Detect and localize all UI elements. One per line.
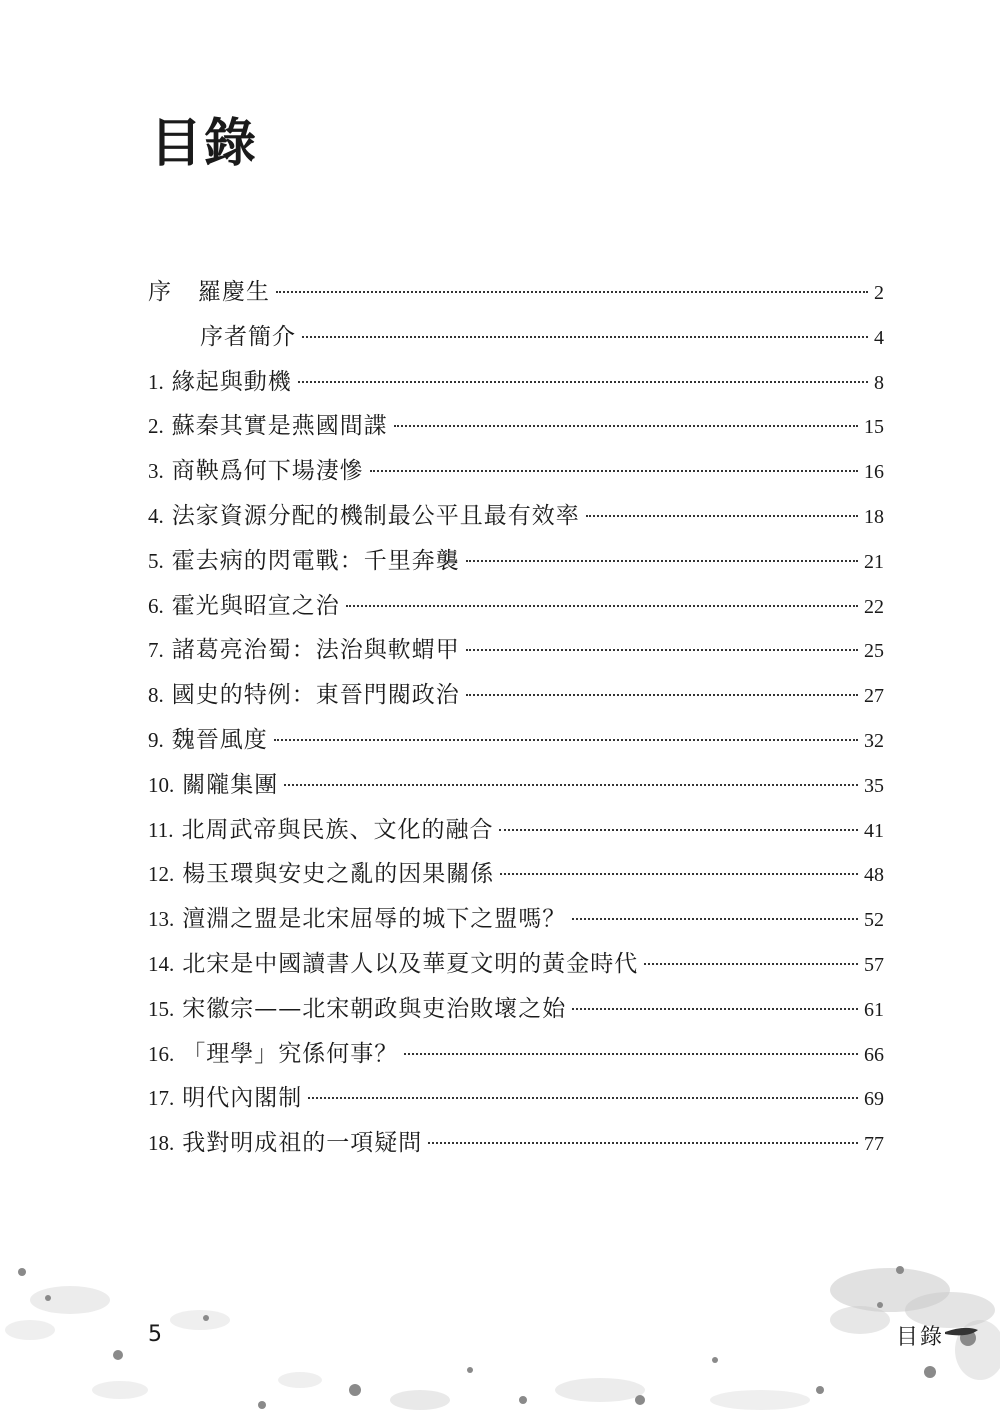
dot-leader <box>370 470 858 472</box>
footer-page-number: 5 <box>148 1322 162 1347</box>
toc-entry[interactable] <box>148 987 884 1032</box>
toc-entry-title: 魏晉風度 <box>171 726 268 753</box>
toc-page-number: 61 <box>864 998 884 1021</box>
preface-intro-label: 序者簡介 <box>200 323 296 350</box>
toc-page-number: 69 <box>864 1088 884 1111</box>
dot-leader <box>572 1008 858 1010</box>
toc-entry[interactable] <box>148 1121 884 1166</box>
dot-leader <box>466 649 858 651</box>
toc-page-number: 41 <box>864 819 884 842</box>
toc-entry-title: 蘇秦其實是燕國間諜 <box>171 413 388 440</box>
toc-page-number: 21 <box>864 550 884 573</box>
dot-leader <box>298 381 868 383</box>
toc-entry[interactable] <box>148 360 884 405</box>
toc-entry[interactable] <box>148 673 884 718</box>
toc-entry-number: 9. <box>148 727 164 752</box>
toc-entry-title: 霍去病的閃電戰：千里奔襲 <box>171 547 460 574</box>
toc-entry-title: 關隴集團 <box>182 771 279 798</box>
toc-page-number: 57 <box>864 953 884 976</box>
dot-leader <box>302 336 868 338</box>
toc-entry-number: 15. <box>148 996 175 1021</box>
table-of-contents <box>148 270 884 1166</box>
toc-entry-title: 楊玉環與安史之亂的因果關係 <box>182 861 495 888</box>
toc-entry[interactable] <box>148 1076 884 1121</box>
toc-page-number: 35 <box>864 774 884 797</box>
toc-page-number: 15 <box>864 416 884 439</box>
toc-page-number: 48 <box>864 864 884 887</box>
toc-entry[interactable] <box>148 404 884 449</box>
toc-entry-number: 10. <box>148 772 175 797</box>
dot-leader <box>404 1053 858 1055</box>
dot-leader <box>644 963 858 965</box>
toc-entry[interactable] <box>148 808 884 853</box>
toc-entry-number: 3. <box>148 459 164 484</box>
toc-entry-number: 4. <box>148 503 164 528</box>
dot-leader <box>394 425 858 427</box>
toc-page-number: 25 <box>864 640 884 663</box>
preface-author: 羅慶生 <box>198 279 270 305</box>
toc-entry-number: 16. <box>148 1041 175 1066</box>
toc-entry-number: 8. <box>148 683 164 708</box>
toc-page-number: 8 <box>874 371 884 394</box>
toc-entry-number: 18. <box>148 1131 175 1156</box>
toc-entry-number: 7. <box>148 638 164 663</box>
toc-entry[interactable] <box>148 1032 884 1077</box>
toc-entry[interactable] <box>148 494 884 539</box>
toc-entry-title: 北周武帝與民族、文化的融合 <box>181 816 494 843</box>
toc-entry-number: 13. <box>148 907 175 932</box>
toc-entry[interactable] <box>148 763 884 808</box>
toc-entry[interactable] <box>148 539 884 584</box>
toc-entry-preface[interactable] <box>148 270 884 315</box>
toc-entry[interactable] <box>148 584 884 629</box>
toc-entry[interactable] <box>148 628 884 673</box>
preface-label: 序 <box>148 279 172 305</box>
toc-page-number: 52 <box>864 909 884 932</box>
footer-running-title: 目錄 <box>896 1325 945 1350</box>
toc-entry-title: 國史的特例：東晉門閥政治 <box>171 682 460 709</box>
dot-leader <box>284 784 858 786</box>
toc-entry-title: 北宋是中國讀書人以及華夏文明的黃金時代 <box>182 950 639 977</box>
toc-entry-title: 宋徽宗——北宋朝政與吏治敗壞之始 <box>182 995 567 1022</box>
toc-entry-preface-intro[interactable] <box>148 315 884 360</box>
dot-leader <box>499 829 858 831</box>
toc-entry-number: 12. <box>148 862 175 887</box>
dot-leader <box>346 605 858 607</box>
toc-page-number: 4 <box>874 326 884 349</box>
toc-entry-number: 11. <box>148 817 174 842</box>
toc-page-number: 18 <box>864 505 884 528</box>
toc-page-number: 2 <box>874 282 884 304</box>
toc-entry-number: 2. <box>148 414 164 439</box>
toc-entry-title: 商鞅爲何下場淒慘 <box>171 458 364 485</box>
toc-page-number: 16 <box>864 461 884 484</box>
toc-entry[interactable] <box>148 897 884 942</box>
toc-entry-title: 我對明成祖的一項疑問 <box>182 1130 423 1157</box>
dot-leader <box>466 560 858 562</box>
toc-entry-title: 霍光與昭宣之治 <box>171 592 340 619</box>
dot-leader <box>308 1097 858 1099</box>
toc-entry-number: 5. <box>148 548 164 573</box>
toc-entry[interactable] <box>148 942 884 987</box>
toc-entry-title: 「理學」究係何事？ <box>182 1040 399 1067</box>
toc-entry-title: 緣起與動機 <box>171 368 292 395</box>
toc-entry-title: 澶淵之盟是北宋屈辱的城下之盟嗎？ <box>182 906 567 933</box>
dot-leader <box>276 291 868 293</box>
page-title: 目錄 <box>150 114 259 174</box>
dot-leader <box>466 694 858 696</box>
toc-entry[interactable] <box>148 852 884 897</box>
toc-page-number: 32 <box>864 729 884 752</box>
toc-entry-number: 1. <box>148 369 164 394</box>
toc-entry[interactable] <box>148 718 884 763</box>
toc-entry-title: 法家資源分配的機制最公平且最有效率 <box>171 502 580 529</box>
dot-leader <box>274 739 858 741</box>
toc-entry-number: 14. <box>148 951 175 976</box>
toc-entry-number: 17. <box>148 1086 175 1111</box>
dot-leader <box>572 918 858 920</box>
toc-page-number: 27 <box>864 685 884 708</box>
toc-entry-list <box>148 360 884 1166</box>
toc-entry[interactable] <box>148 449 884 494</box>
dot-leader <box>428 1142 858 1144</box>
toc-page-number: 77 <box>864 1133 884 1156</box>
toc-page-number: 22 <box>864 595 884 618</box>
dot-leader <box>586 515 858 517</box>
dot-leader <box>500 873 858 875</box>
toc-page-number: 66 <box>864 1043 884 1066</box>
toc-entry-title: 諸葛亮治蜀：法治與軟蝟甲 <box>171 637 460 664</box>
toc-entry-number: 6. <box>148 593 164 618</box>
toc-entry-title: 明代內閣制 <box>182 1085 303 1112</box>
